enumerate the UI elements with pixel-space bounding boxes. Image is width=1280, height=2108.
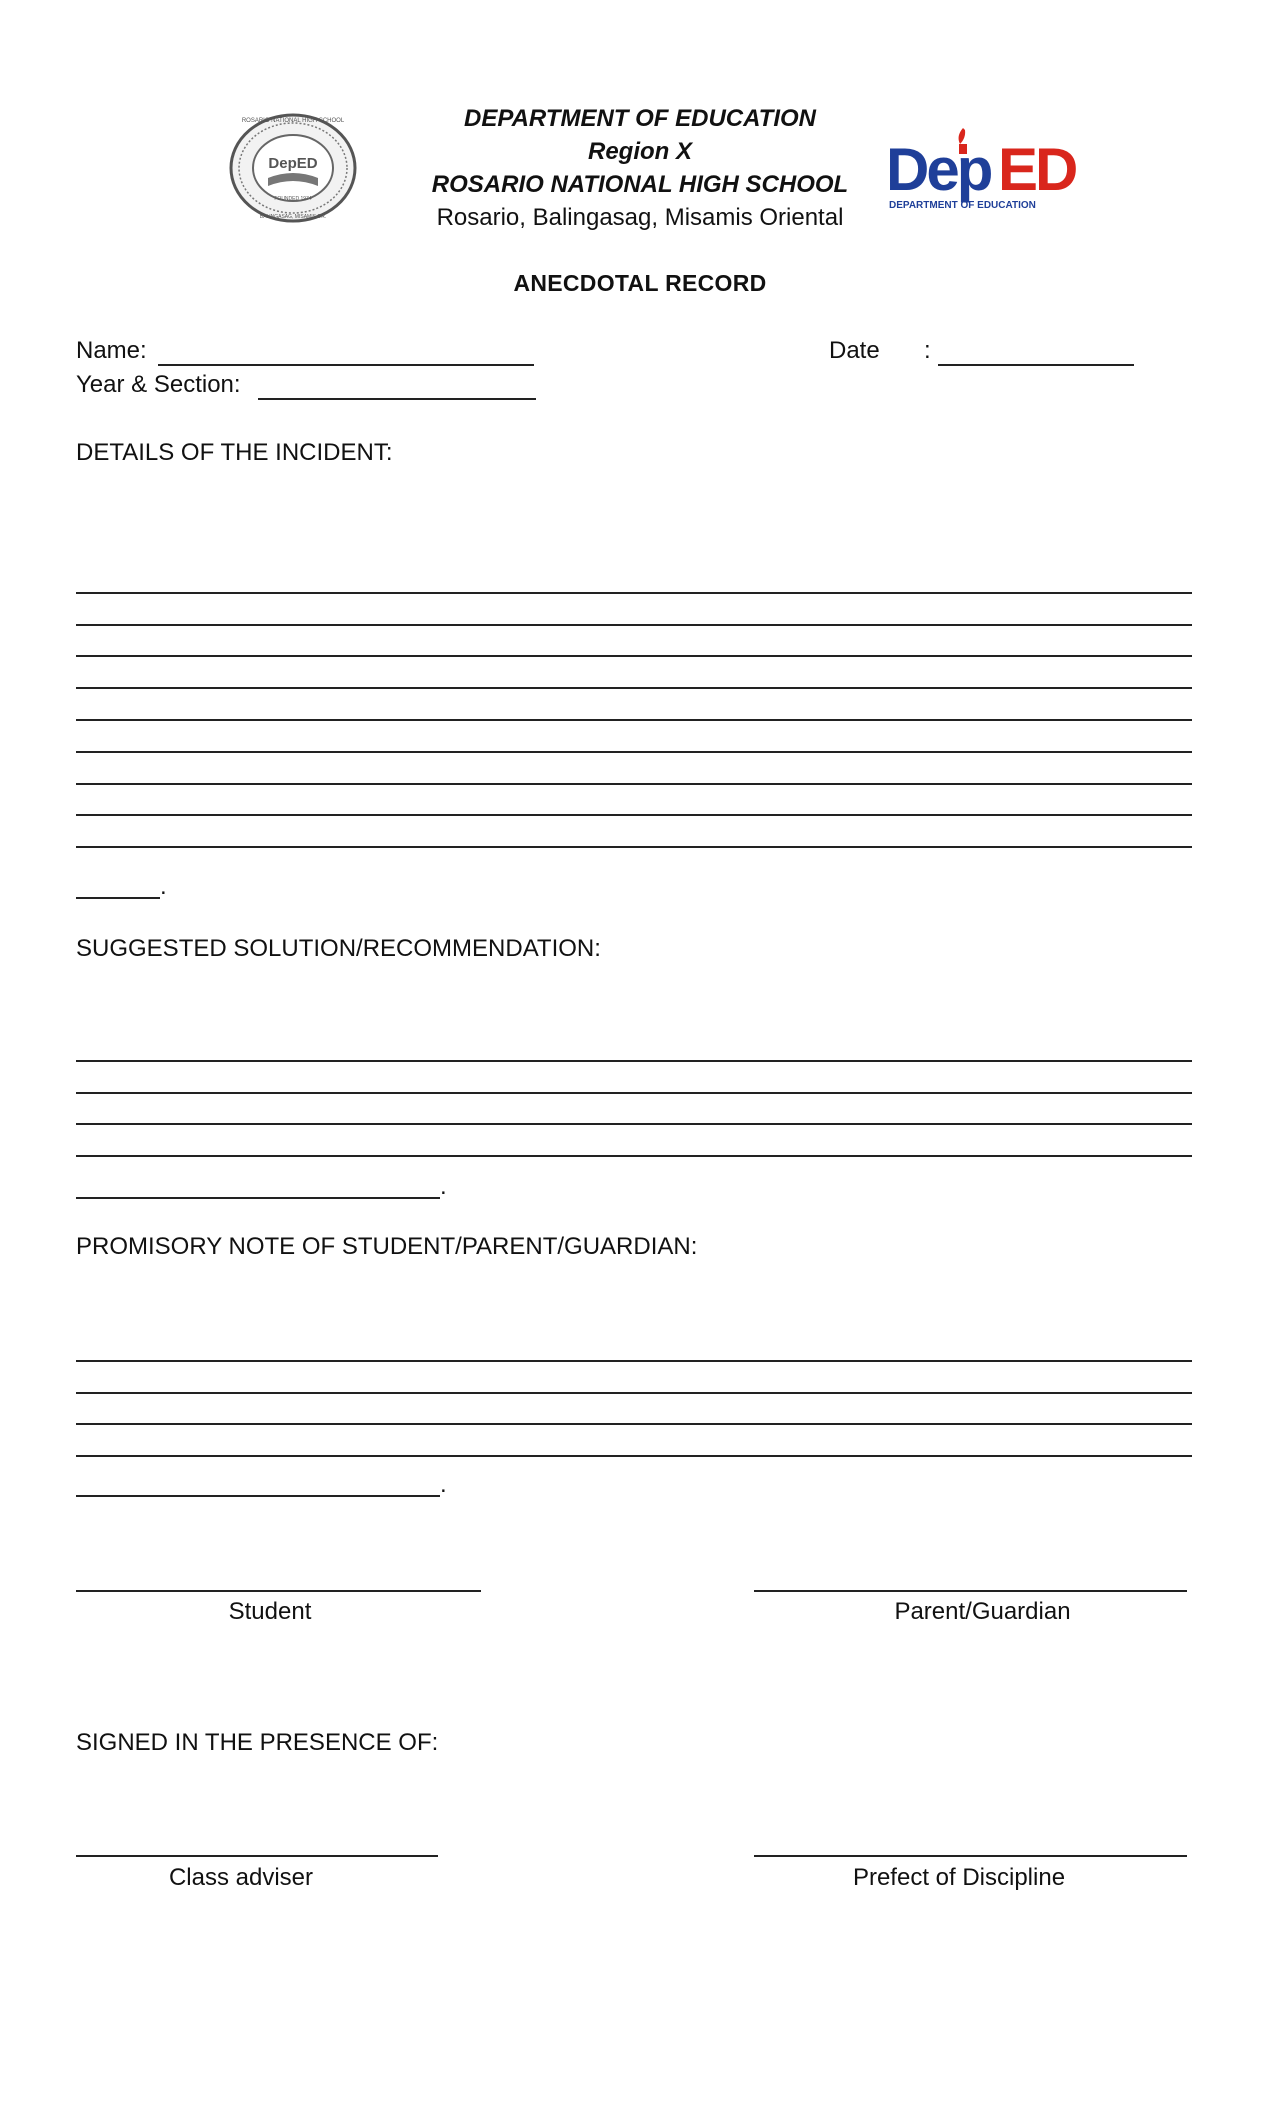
school-name: ROSARIO NATIONAL HIGH SCHOOL [431,171,849,198]
presence-label: SIGNED IN THE PRESENCE OF: [76,1729,439,1756]
prefect-signature-line[interactable] [754,1855,1187,1857]
solution-lines[interactable] [76,1030,1192,1157]
deped-logo [886,120,1086,220]
name-field[interactable] [158,364,534,366]
solution-line[interactable] [76,1062,1192,1094]
details-line[interactable] [76,816,1192,848]
region-name: Region X [587,138,692,165]
details-line[interactable] [76,657,1192,689]
school-header [380,102,900,234]
solution-short-rule[interactable] [76,1168,440,1199]
page-title: ANECDOTAL RECORD [513,270,767,296]
promissory-end-dot: . [440,1471,447,1498]
name-label: Name: [76,337,147,364]
prefect-caption: Prefect of Discipline [852,1864,1066,1891]
promissory-last-line[interactable] [76,1466,447,1497]
details-line[interactable] [76,721,1192,753]
details-label: DETAILS OF THE INCIDENT: [76,439,393,466]
solution-label: SUGGESTED SOLUTION/RECOMMENDATION: [76,935,601,962]
promissory-line[interactable] [76,1330,1192,1362]
details-line[interactable] [76,753,1192,785]
school-seal-logo [228,112,358,224]
svg-text:DEPARTMENT OF EDUCATION: DEPARTMENT OF EDUCATION [889,200,1036,211]
promissory-short-rule[interactable] [76,1466,440,1497]
promissory-line[interactable] [76,1394,1192,1426]
promissory-line[interactable] [76,1425,1192,1457]
deped-brand-right: ED [998,136,1076,203]
parent-caption: Parent/Guardian [894,1598,1071,1625]
details-line[interactable] [76,689,1192,721]
parent-signature-line[interactable] [754,1590,1187,1592]
details-last-line[interactable] [76,868,167,899]
solution-line[interactable] [76,1094,1192,1126]
details-short-rule[interactable] [76,868,160,899]
student-caption: Student [228,1598,312,1625]
adviser-signature-line[interactable] [76,1855,438,1857]
details-line[interactable] [76,562,1192,594]
year-section-label: Year & Section: [76,371,241,398]
date-colon: : [924,337,931,364]
details-lines[interactable] [76,562,1192,848]
promissory-line[interactable] [76,1362,1192,1394]
details-line[interactable] [76,594,1192,626]
solution-last-line[interactable] [76,1168,447,1199]
date-field[interactable] [938,364,1134,366]
adviser-caption: Class adviser [168,1864,314,1891]
solution-line[interactable] [76,1030,1192,1062]
year-section-field[interactable] [258,398,536,400]
deped-brand-left: Dep [886,136,991,203]
svg-text:DepED: DepED [268,155,318,172]
promissory-lines[interactable] [76,1330,1192,1457]
promissory-label: PROMISORY NOTE OF STUDENT/PARENT/GUARDIAN: [76,1233,698,1260]
department-name: DEPARTMENT OF EDUCATION [464,105,816,132]
details-line[interactable] [76,785,1192,817]
details-line[interactable] [76,626,1192,658]
student-signature-line[interactable] [76,1590,481,1592]
school-address: Rosario, Balingasag, Misamis Oriental [436,204,844,231]
details-end-dot: . [160,873,167,900]
date-label: Date [829,337,880,364]
svg-text:FOUNDED 1974: FOUNDED 1974 [274,196,312,202]
solution-end-dot: . [440,1173,447,1200]
svg-text:BALINGASAG, MISAMIS OR.: BALINGASAG, MISAMIS OR. [259,214,327,220]
solution-line[interactable] [76,1125,1192,1157]
svg-text:ROSARIO NATIONAL HIGH SCHOOL: ROSARIO NATIONAL HIGH SCHOOL [241,118,345,124]
